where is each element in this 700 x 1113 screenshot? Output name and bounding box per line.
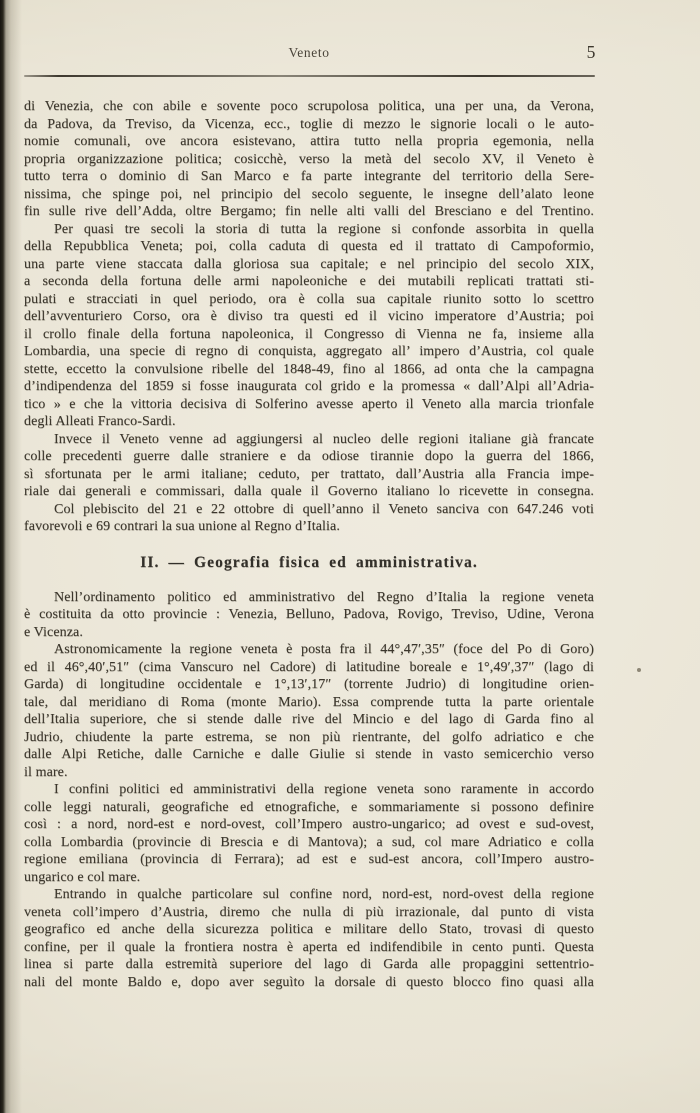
paragraph [24, 98, 594, 221]
header-rule [24, 75, 595, 77]
text-line: regione emiliana (provincia di Ferrara); ad est e sud-est ancora, coll’Impero austro- [24, 852, 594, 867]
paragraph [24, 886, 594, 991]
text-line: nomie comunali, ove ancora esistevano, attira tutto nella propria egemonia, nella [24, 134, 594, 149]
running-title: Veneto [288, 45, 330, 60]
text-line: Invece il Veneto venne ad aggiungersi al nucleo delle regioni italiane già francate [54, 431, 594, 447]
text-line: Nell’ordinamento politico ed amministrativo del Regno d’Italia la regione veneta [54, 589, 594, 605]
text-line: ed il 46°,40′,51″ (cima Vanscuro nel Cadore) di latitudine boreale e 1°,49′,37″ (lago di [24, 659, 594, 675]
text-line: è costituita da otto provincie : Venezia, Belluno, Padova, Rovigo, Treviso, Udine, Verona [24, 607, 594, 622]
text-line: confine, per il quale la frontiera nostra è aperta ed indifendibile in cento punti. Questa [24, 939, 594, 955]
text-line: tutto terra o dominio di San Marco e fa parte integrante del territorio della Sere- [24, 169, 594, 184]
page-number: 5 [586, 42, 596, 62]
text-line: degli Alleati Franco-Sardi. [24, 414, 176, 429]
text-line: colle precedenti guerre dalle straniere e da odiose tirannie dopo la guerra del 1866, [24, 449, 594, 464]
text-line: geografico ed anche della sicurezza politica e militare dello Stato, trovasi di questo [24, 922, 594, 937]
body-text [24, 98, 594, 991]
text-line: nissima, che spinge poi, nel principio del secolo seguente, le insegne dell’alato leone [24, 186, 594, 202]
text-line: dell’avventuriero Corso, ora è diviso tra questi ed il vicino imperatore d’Austria; poi [24, 309, 594, 324]
section-heading: II. — Geografia fisica ed amministrativa. [140, 553, 478, 571]
text-line: pulati e stracciati in quel periodo, ora è colla sua capitale riunito sotto lo scettro [24, 291, 594, 307]
text-line: veneta coll’impero d’Austria, diremo che nulla di più irrazionale, dal punto di vista [24, 904, 594, 920]
text-line: propria organizzazione politica; cosicchè, verso la metà del secolo XV, il Veneto è [24, 151, 594, 167]
text-line: Judrio, chiudente la parte estrema, se non più rientrante, del golfo adriatico e che [24, 729, 594, 745]
text-line: Lombardia, una specie di regno di conquista, aggregato all’ impero d’Austria, col quale [24, 344, 594, 359]
text-line: riale dai generali e commissari, dalla quale il Governo italiano lo ricevette in consegna. [24, 484, 594, 499]
text-line: fin sulle rive dell’Adda, oltre Bergamo; fin nelle alti valli del Bresciano e del Trentino. [24, 204, 594, 219]
paragraph [24, 431, 594, 501]
text-line: da Padova, da Treviso, da Vicenza, ecc., toglie di mezzo le signorie locali o le auto- [24, 116, 594, 132]
text-line: favorevoli e 69 contrari la sua unione al Regno d’Italia. [24, 519, 340, 534]
text-line: dalle Alpi Retiche, dalle Carniche e dalle Giulie si stende in vasto semicerchio verso [24, 747, 594, 762]
paragraph-group-intro [24, 98, 594, 536]
text-line: I confini politici ed amministrativi della regione veneta sono raramente in accordo [54, 782, 594, 797]
paragraph [24, 589, 594, 642]
text-line: Garda) di longitudine occidentale e 1°,13′,17″ (torrente Judrio) di longitudine orien- [24, 677, 594, 692]
text-line: colla Lombardia (provincie di Brescia e di Mantova); a sud, col mare Adriatico e colla [24, 834, 594, 850]
text-line: della Repubblica Veneta; poi, colla caduta di questa ed il trattato di Campoformio, [24, 239, 594, 254]
text-line: una parte viene staccata dalla gloriosa sua capitale; e nel principio del secolo XIX, [24, 256, 594, 272]
ink-speck [637, 668, 641, 672]
text-line: d’indipendenza del 1859 si fosse inaugurata col grido e la promessa « dall’Alpi all’Adria- [24, 379, 594, 394]
text-line: Per quasi tre secoli la storia di tutta la regione si confonde assorbita in quella [54, 221, 594, 237]
paragraph [24, 641, 594, 781]
paragraph-group-geography [24, 589, 594, 992]
text-line: nali del monte Baldo e, dopo aver seguìto la dorsale di questo blocco fino quasi alla [24, 974, 594, 990]
text-line: linea si parte dalla estremità superiore del lago di Garda alle propaggini settentrio- [24, 957, 594, 972]
paragraph [24, 221, 594, 431]
text-line: e Vicenza. [24, 624, 83, 640]
paragraph [24, 501, 594, 536]
text-line: a seconda della fortuna delle armi napoleoniche e dei mutabili replicati trattati sti- [24, 274, 594, 289]
text-line: di Venezia, che con abile e sovente poco scrupolosa politica, una per una, da Verona, [24, 99, 594, 114]
paragraph [24, 781, 594, 886]
text-line: così : a nord, nord-est e nord-ovest, coll’Impero austro-ungarico; ad ovest e sud-ovest, [24, 817, 594, 832]
text-line: stette, eccetto la convulsione ribelle del 1848-49, fino al 1866, ad onta che la campagna [24, 361, 594, 377]
text-line: il crollo finale della fortuna napoleonica, il Congresso di Vienna ne fa, insieme alla [24, 326, 594, 342]
text-line: dell’Italia superiore, che si stende dalle rive del Mincio e del lago di Garda fino al [24, 712, 594, 727]
scan-edge-shadow [0, 0, 22, 1113]
text-line: colle leggi naturali, geografiche ed etnografiche, e sommariamente si possono definire [24, 799, 594, 815]
text-line: Entrando in qualche particolare sul confine nord, nord-est, nord-ovest della regione [54, 887, 594, 902]
text-line: tale, dal meridiano di Roma (monte Mario). Essa comprende tutta la parte orientale [24, 694, 594, 710]
text-line: Astronomicamente la regione veneta è posta fra il 44°,47′,35″ (foce del Po di Goro) [54, 642, 594, 657]
text-line: Col plebiscito del 21 e 22 ottobre di quell’anno il Veneto sanciva con 647.246 voti [54, 501, 594, 517]
text-line: sì sfortunata per le armi italiane; ceduto, per trattato, dall’Austria alla Francia impe- [24, 466, 594, 482]
text-line: ungarico e col mare. [24, 869, 141, 885]
text-line: tico » e che la vittoria decisiva di Solferino avesse aperto il Veneto alla marcia trionfale [24, 396, 594, 412]
text-line: il mare. [24, 764, 68, 780]
